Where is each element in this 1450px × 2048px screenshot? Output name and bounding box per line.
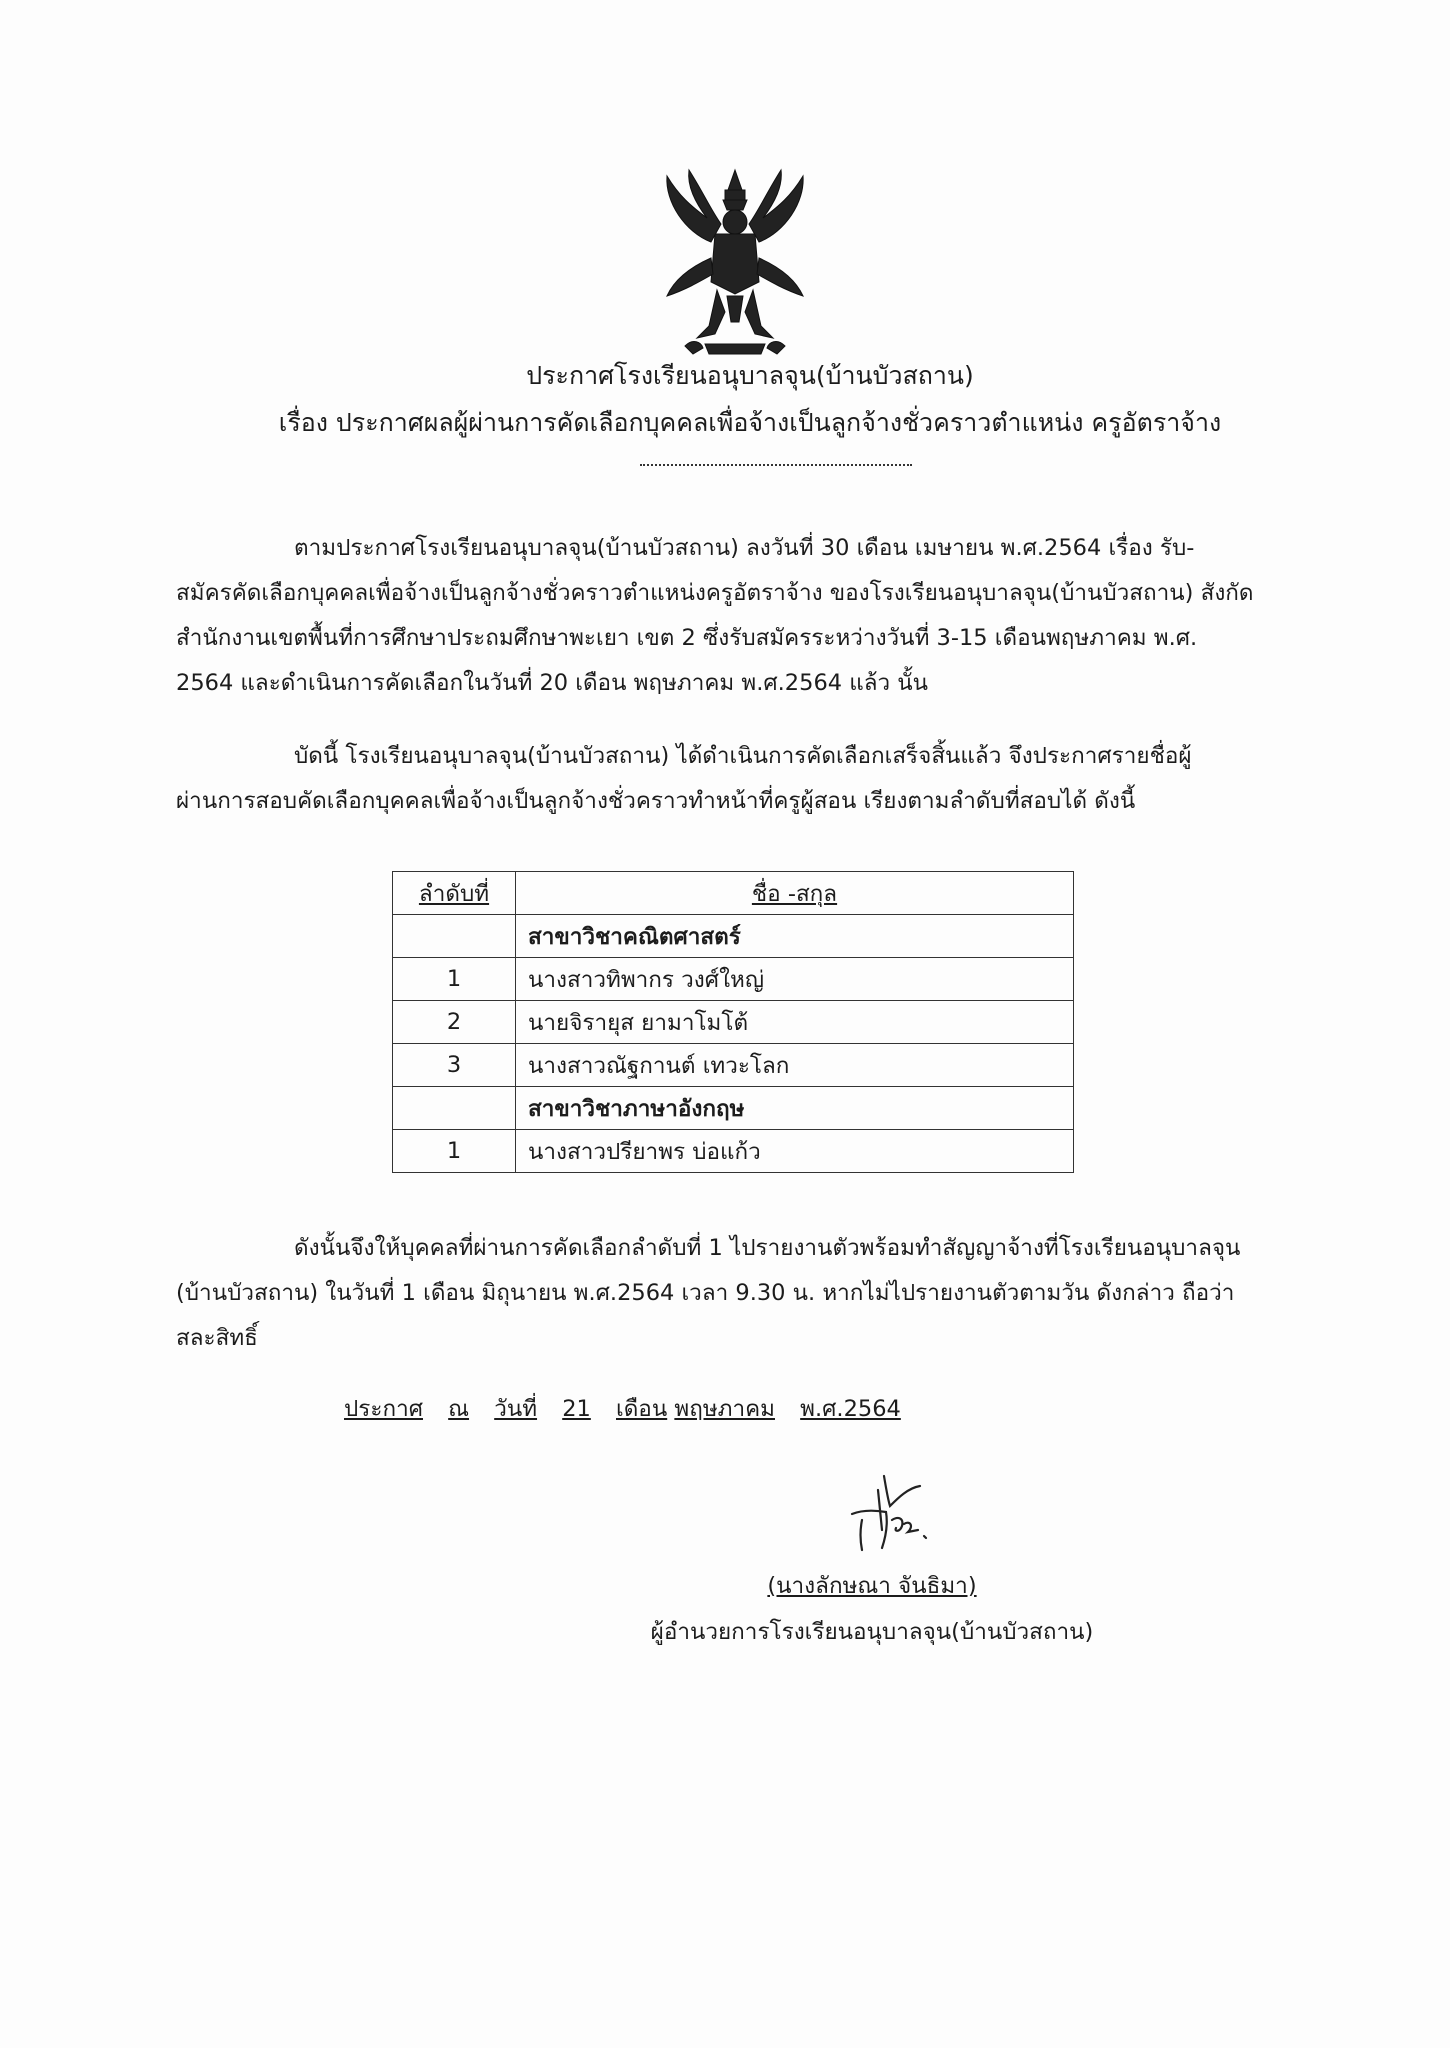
dotted-divider <box>640 464 912 466</box>
announce-day-label: วันที่ <box>494 1396 538 1422</box>
header-order: ลำดับที่ <box>393 872 516 915</box>
results-table <box>392 871 1074 1173</box>
table-row <box>393 1044 1074 1087</box>
announce-at: ณ <box>448 1396 470 1422</box>
announcement-date <box>344 1390 901 1426</box>
paragraph-line: ตามประกาศโรงเรียนอนุบาลจุน(บ้านบัวสถาน) ลงวันที่ 30 เดือน เมษายน พ.ศ.2564 เรื่อง รับ- <box>294 535 1195 561</box>
row-name: นางสาวณัฐกานต์ เทวะโลก <box>516 1044 1074 1087</box>
row-order: 2 <box>393 1001 516 1044</box>
paragraph-line: บัดนี้ โรงเรียนอนุบาลจุน(บ้านบัวสถาน) ได้ดำเนินการคัดเลือกเสร็จสิ้นแล้ว จึงประกาศรายชื่อผู้ <box>294 743 1192 769</box>
row-order: 1 <box>393 958 516 1001</box>
announce-prefix: ประกาศ <box>344 1396 423 1422</box>
row-order: 1 <box>393 1130 516 1173</box>
section-title: สาขาวิชาคณิตศาสตร์ <box>516 915 1074 958</box>
section-row <box>393 915 1074 958</box>
paragraph-line: สำนักงานเขตพื้นที่การศึกษาประถมศึกษาพะเยา เขต 2 ซึ่งรับสมัครระหว่างวันที่ 3-15 เดือนพฤษภาคม พ.ศ. <box>176 625 1198 651</box>
section-title: สาขาวิชาภาษาอังกฤษ <box>516 1087 1074 1130</box>
paragraph-line: ผ่านการสอบคัดเลือกบุคคลเพื่อจ้างเป็นลูกจ้างชั่วคราวทำหน้าที่ครูผู้สอน เรียงตามลำดับที่สอบได้ ดังนี้ <box>176 788 1136 814</box>
table-header-row <box>393 872 1074 915</box>
table-row <box>393 1130 1074 1173</box>
table-row <box>393 958 1074 1001</box>
row-name: นางสาวปรียาพร บ่อแก้ว <box>516 1130 1074 1173</box>
table-row <box>393 1001 1074 1044</box>
paragraph-line: (บ้านบัวสถาน) ในวันที่ 1 เดือน มิถุนายน พ.ศ.2564 เวลา 9.30 น. หากไม่ไปรายงานตัวตามวัน ดังกล่าว ถือว่า <box>176 1280 1235 1306</box>
paragraph-line: สละสิทธิ์ <box>176 1325 258 1351</box>
paragraph-line: ดังนั้นจึงให้บุคคลที่ผ่านการคัดเลือกลำดับที่ 1 ไปรายงานตัวพร้อมทำสัญญาจ้างที่โรงเรียนอนุบาลจุน <box>294 1235 1241 1261</box>
paragraph-report-instruction <box>176 1226 1296 1361</box>
row-name: นายจิรายุส ยามาโมโต้ <box>516 1001 1074 1044</box>
row-name: นางสาวทิพากร วงศ์ใหญ่ <box>516 958 1074 1001</box>
header-name: ชื่อ -สกุล <box>516 872 1074 915</box>
handwritten-signature <box>838 1470 948 1556</box>
section-row <box>393 1087 1074 1130</box>
signatory-position: ผู้อำนวยการโรงเรียนอนุบาลจุน(บ้านบัวสถาน) <box>650 1619 1094 1645</box>
paragraph-line: สมัครคัดเลือกบุคคลเพื่อจ้างเป็นลูกจ้างชั่วคราวตำแหน่งครูอัตราจ้าง ของโรงเรียนอนุบาลจุน(บ้านบัวสถาน) สังกัด <box>176 580 1254 606</box>
announcement-subject: เรื่อง ประกาศผลผู้ผ่านการคัดเลือกบุคคลเพื่อจ้างเป็นลูกจ้างชั่วคราวตำแหน่ง ครูอัตราจ้าง <box>278 408 1222 437</box>
row-order: 3 <box>393 1044 516 1087</box>
garuda-emblem-icon <box>645 162 825 362</box>
announce-month-label: เดือน <box>616 1396 668 1422</box>
announce-year: พ.ศ.2564 <box>800 1396 901 1422</box>
announce-day: 21 <box>562 1396 591 1422</box>
announce-month: พฤษภาคม <box>674 1396 775 1422</box>
paragraph-reference <box>176 526 1296 706</box>
signatory-name: (นางลักษณา จันธิมา) <box>767 1573 977 1599</box>
paragraph-result-intro <box>176 734 1296 824</box>
paragraph-line: 2564 และดำเนินการคัดเลือกในวันที่ 20 เดือน พฤษภาคม พ.ศ.2564 แล้ว นั้น <box>176 670 929 696</box>
announcement-title: ประกาศโรงเรียนอนุบาลจุน(บ้านบัวสถาน) <box>526 361 974 390</box>
